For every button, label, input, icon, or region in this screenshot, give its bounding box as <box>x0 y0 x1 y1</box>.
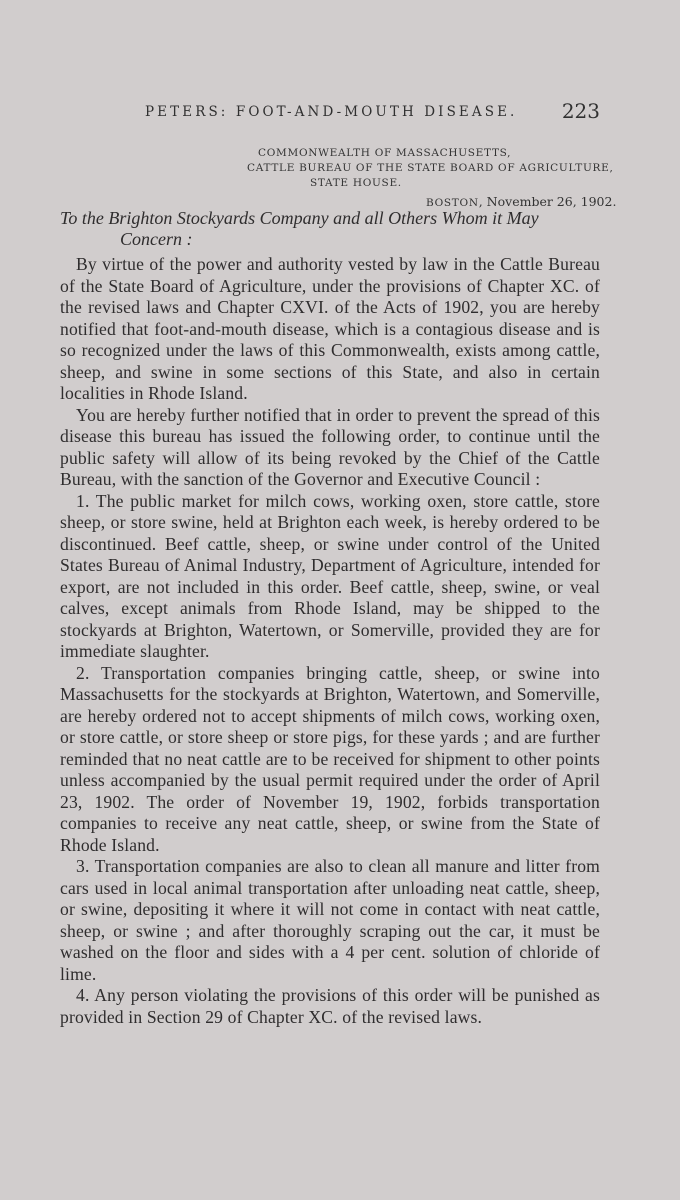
address-line-1: COMMONWEALTH OF MASSACHUSETTS, <box>258 147 512 159</box>
paragraph-item-4: 4. Any person violating the provisions of this order will be punished as provided in Section 29 of Chapter XC. of the revised laws. <box>60 985 600 1027</box>
paragraph-order-intro: You are hereby further notified that in order to prevent the spread of this disease this bureau has issued the following order, to continue until the public safety will allow of its being revoked by the Chief of the Cattle Bureau, with the sanction of the Governor and Executive Council : <box>60 404 600 489</box>
paragraph-item-2: 2. Transportation companies bringing cattle, sheep, or swine into Massachusetts for the stockyards at Brighton, Watertown, and Somerville, are hereby ordered not to accept shipments of milch cows, working oxen, or store cattle, or store sheep or store pigs, for these yards ; and are further reminded that no neat cattle are to be received for shipment to other points unless accompanied by the usual permit required under the order of April 23, 1902. The order of November 19, 1902, forbids transportation companies to receive any neat cattle, sheep, or swine from the State of Rhode Island. <box>60 662 600 855</box>
dateline-date: , November 26, 1902. <box>478 194 617 209</box>
paragraph-item-3: 3. Transportation companies are also to clean all manure and litter from cars used in local animal transportation after unloading neat cattle, sheep, or swine, depositing it where it will not come in contact with neat cattle, sheep, or swine ; and after thoroughly scraping out the car, it must be washed on the floor and sides with a 4 per cent. solution of chloride of lime. <box>60 856 600 984</box>
dateline <box>426 194 616 209</box>
body-text <box>60 254 600 1028</box>
running-head-title: PETERS: FOOT-AND-MOUTH DISEASE. <box>145 104 518 120</box>
page-number: 223 <box>561 99 600 123</box>
address-line-3: STATE HOUSE. <box>310 177 402 189</box>
salutation <box>60 208 600 250</box>
paragraph-item-1: 1. The public market for milch cows, working oxen, store cattle, store sheep, or store swine, held at Brighton each week, is hereby ordered to be discontinued. Beef cattle, sheep, or swine under control of the United States Bureau of Animal Industry, Department of Agriculture, intended for export, are not included in this order. Beef cattle, sheep, swine, or veal calves, except animals from Rhode Island, may be shipped to the stockyards at Brighton, Watertown, or Somerville, provided they are for immediate slaughter. <box>60 490 600 661</box>
salutation-line-1: To the Brighton Stockyards Company and all Others Whom it May <box>60 208 539 228</box>
salutation-line-2: Concern : <box>120 229 193 249</box>
address-line-2: CATTLE BUREAU OF THE STATE BOARD OF AGRICULTURE, <box>247 162 614 174</box>
dateline-city: BOSTON <box>426 197 479 209</box>
paragraph-notice: By virtue of the power and authority vested by law in the Cattle Bureau of the State Board of Agriculture, under the provisions of Chapter XC. of the revised laws and Chapter CXVI. of the Acts of 1902, you are hereby notified that foot-and-mouth disease, which is a contagious disease and is so recognized under the laws of this Commonwealth, exists among cattle, sheep, and swine in some sections of this State, and also in certain localities in Rhode Island. <box>60 254 600 403</box>
running-head <box>145 99 600 128</box>
